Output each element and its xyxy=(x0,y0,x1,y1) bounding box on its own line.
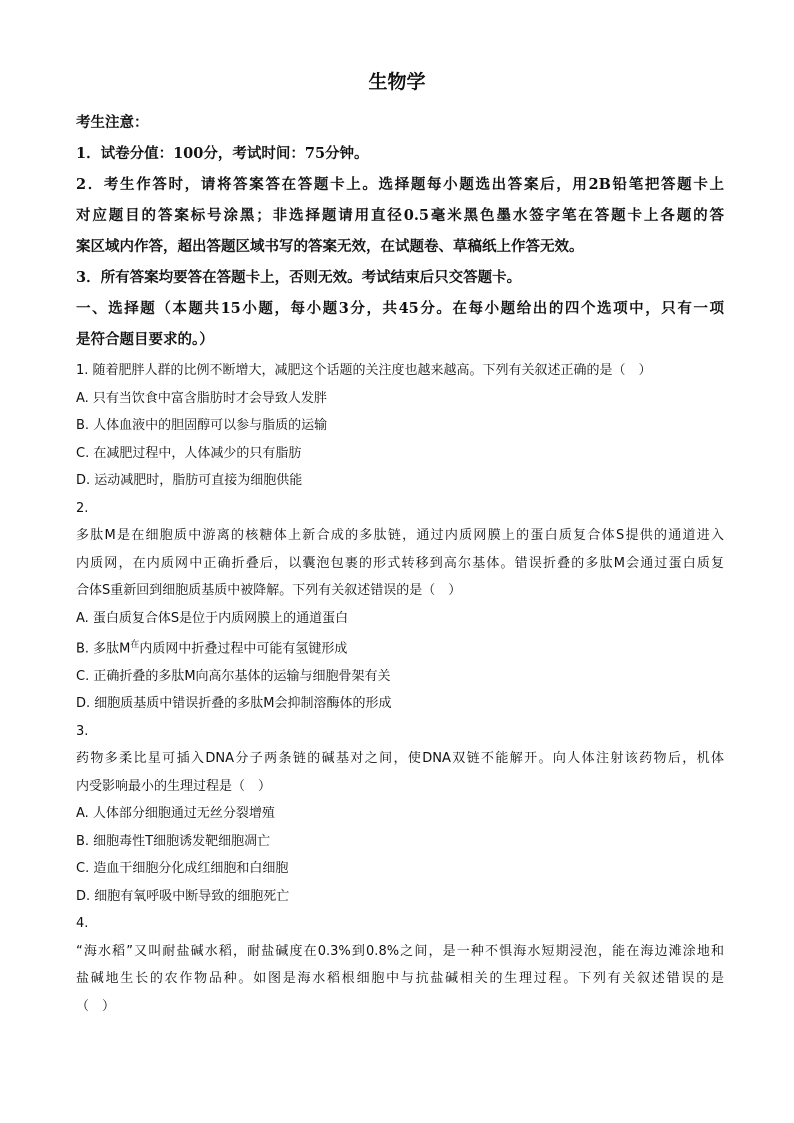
question-3-number: 3. xyxy=(76,723,89,739)
question-2-stem-line-1: 多肽M是在细胞质中游离的核糖体上新合成的多肽链，通过内质网膜上的蛋白质复合体S提供的通道进入 xyxy=(76,528,724,543)
question-4-number: 4. xyxy=(76,916,89,932)
question-2-option-c: C. 正确折叠的多肽M向高尔基体的运输与细胞骨架有关 xyxy=(76,668,391,684)
document-body xyxy=(76,107,724,1020)
section-heading-line-1: 一、选择题（本题共15小题，每小题3分，共45分。在每小题给出的四个选项中，只有一项 xyxy=(76,300,724,317)
question-4-stem-line-1: “海水稻”又叫耐盐碱水稻，耐盐碱度在0.3%到0.8%之间，是一种不惧海水短期浸泡，能在海边滩涂地和 xyxy=(76,943,724,959)
question-2-option-b xyxy=(76,632,724,663)
question-3-option-c: C. 造血干细胞分化成红细胞和白细胞 xyxy=(76,861,289,877)
notice-item-2-line-2: 对应题目的答案标号涂黑；非选择题请用直径0.5毫米黑色墨水签字笔在答题卡上各题的答 xyxy=(76,207,724,224)
question-1-option-c: C. 在减肥过程中，人体减少的只有脂肪 xyxy=(76,445,302,461)
question-1-option-b: B. 人体血液中的胆固醇可以参与脂质的运输 xyxy=(76,418,328,433)
question-2-stem-line-2: 内质网，在内质网中正确折叠后，以囊泡包裹的形式转移到高尔基体。错误折叠的多肽M会通过蛋白质复 xyxy=(76,555,724,571)
question-3-option-a: A. 人体部分细胞通过无丝分裂增殖 xyxy=(76,806,275,822)
question-2-stem-line-3: 合体S重新回到细胞质基质中被降解。下列有关叙述错误的是（ ） xyxy=(76,583,462,598)
notice-item-2-line-1: 2．考生作答时，请将答案答在答题卡上。选择题每小题选出答案后，用2B铅笔把答题卡上 xyxy=(76,176,724,193)
question-3-option-b: B. 细胞毒性T细胞诱发靶细胞凋亡 xyxy=(76,833,271,849)
page-title: 生物学 xyxy=(368,71,426,93)
question-2-option-b-prefix: B. 多肽M xyxy=(76,641,131,657)
notice-heading: 考生注意： xyxy=(76,114,149,131)
notice-item-2-line-3: 案区域内作答，超出答题区域书写的答案无效，在试题卷、草稿纸上作答无效。 xyxy=(76,238,584,255)
question-2-option-d: D. 细胞质基质中错误折叠的多肽M会抑制溶酶体的形成 xyxy=(76,696,392,712)
notice-item-3: 3．所有答案均要答在答题卡上，否则无效。考试结束后只交答题卡。 xyxy=(76,269,522,286)
notice-item-1: 1．试卷分值：100分，考试时间：75分钟。 xyxy=(76,145,369,162)
question-2-number: 2. xyxy=(76,500,89,516)
question-2-option-b-superscript: 在 xyxy=(130,640,140,650)
question-4-stem-line-2: 盐碱地生长的农作物品种。如图是海水稻根细胞中与抗盐碱相关的生理过程。下列有关叙述错误的是 xyxy=(76,971,724,987)
question-3-stem-line-2: 内受影响最小的生理过程是（ ） xyxy=(76,778,272,794)
question-4-stem-line-3: （ ） xyxy=(76,998,116,1014)
question-1-stem: 1. 随着肥胖人群的比例不断增大，减肥这个话题的关注度也越来越高。下列有关叙述正确的是（ ） xyxy=(76,363,652,378)
question-3-stem-line-1: 药物多柔比星可插入DNA分子两条链的碱基对之间，使DNA双链不能解开。向人体注射该药物后，机体 xyxy=(76,751,724,767)
question-2-option-a: A. 蛋白质复合体S是位于内质网膜上的通道蛋白 xyxy=(76,610,349,626)
question-1-option-d: D. 运动减肥时，脂肪可直接为细胞供能 xyxy=(76,473,303,488)
question-3-option-d: D. 细胞有氧呼吸中断导致的细胞死亡 xyxy=(76,888,290,904)
section-heading-line-2: 是符合题目要求的。） xyxy=(76,331,214,348)
question-2-option-b-suffix: 内质网中折叠过程中可能有氢键形成 xyxy=(139,641,348,657)
question-1-option-a: A. 只有当饮食中富含脂肪时才会导致人发胖 xyxy=(76,390,327,406)
